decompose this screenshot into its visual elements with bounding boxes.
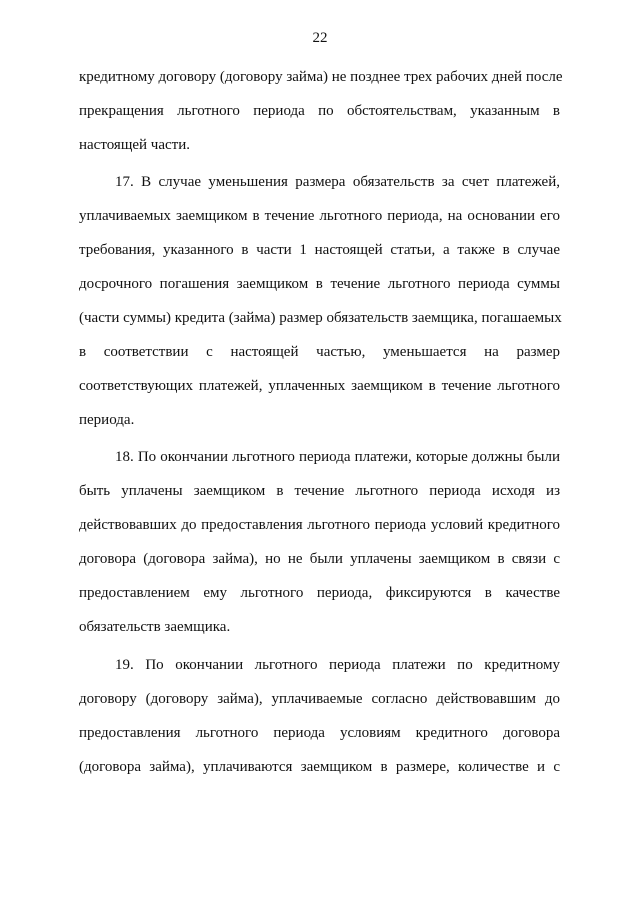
p19-line-3: предоставления льготного периода условиям кредитного договора bbox=[79, 725, 560, 741]
p18-line-2: быть уплачены заемщиком в течение льготного периода исходя из bbox=[79, 483, 560, 499]
p19-line-1: 19. По окончании льготного периода платежи по кредитному bbox=[115, 657, 560, 673]
p17-line-3: требования, указанного в части 1 настоящей статьи, а также в случае bbox=[79, 242, 560, 258]
p16-line-3: настоящей части. bbox=[79, 137, 190, 153]
p18-line-1: 18. По окончании льготного периода платежи, которые должны были bbox=[115, 449, 560, 465]
p18-line-4: договора (договора займа), но не были уплачены заемщиком в связи с bbox=[79, 551, 560, 567]
p17-line-2: уплачиваемых заемщиком в течение льготного периода, на основании его bbox=[79, 208, 560, 224]
p19-line-4: (договора займа), уплачиваются заемщиком в размере, количестве и с bbox=[79, 759, 560, 775]
page-number: 22 bbox=[312, 30, 328, 46]
p18-line-5: предоставлением ему льготного периода, фиксируются в качестве bbox=[79, 585, 560, 601]
p17-line-4: досрочного погашения заемщиком в течение льготного периода суммы bbox=[79, 276, 560, 292]
p16-line-2: прекращения льготного периода по обстоятельствам, указанным в bbox=[79, 103, 560, 119]
p17-line-8: периода. bbox=[79, 412, 135, 428]
p17-line-6: в соответствии с настоящей частью, уменьшается на размер bbox=[79, 344, 560, 360]
p17-line-5: (части суммы) кредита (займа) размер обязательств заемщика, погашаемых bbox=[79, 310, 562, 326]
p18-line-6: обязательств заемщика. bbox=[79, 619, 231, 635]
p17-line-7: соответствующих платежей, уплаченных заемщиком в течение льготного bbox=[79, 378, 560, 394]
p19-line-2: договору (договору займа), уплачиваемые согласно действовавшим до bbox=[79, 691, 560, 707]
p16-line-1: кредитному договору (договору займа) не позднее трех рабочих дней после bbox=[79, 69, 563, 85]
p17-line-1: 17. В случае уменьшения размера обязательств за счет платежей, bbox=[115, 174, 560, 190]
p18-line-3: действовавших до предоставления льготного периода условий кредитного bbox=[79, 517, 560, 533]
